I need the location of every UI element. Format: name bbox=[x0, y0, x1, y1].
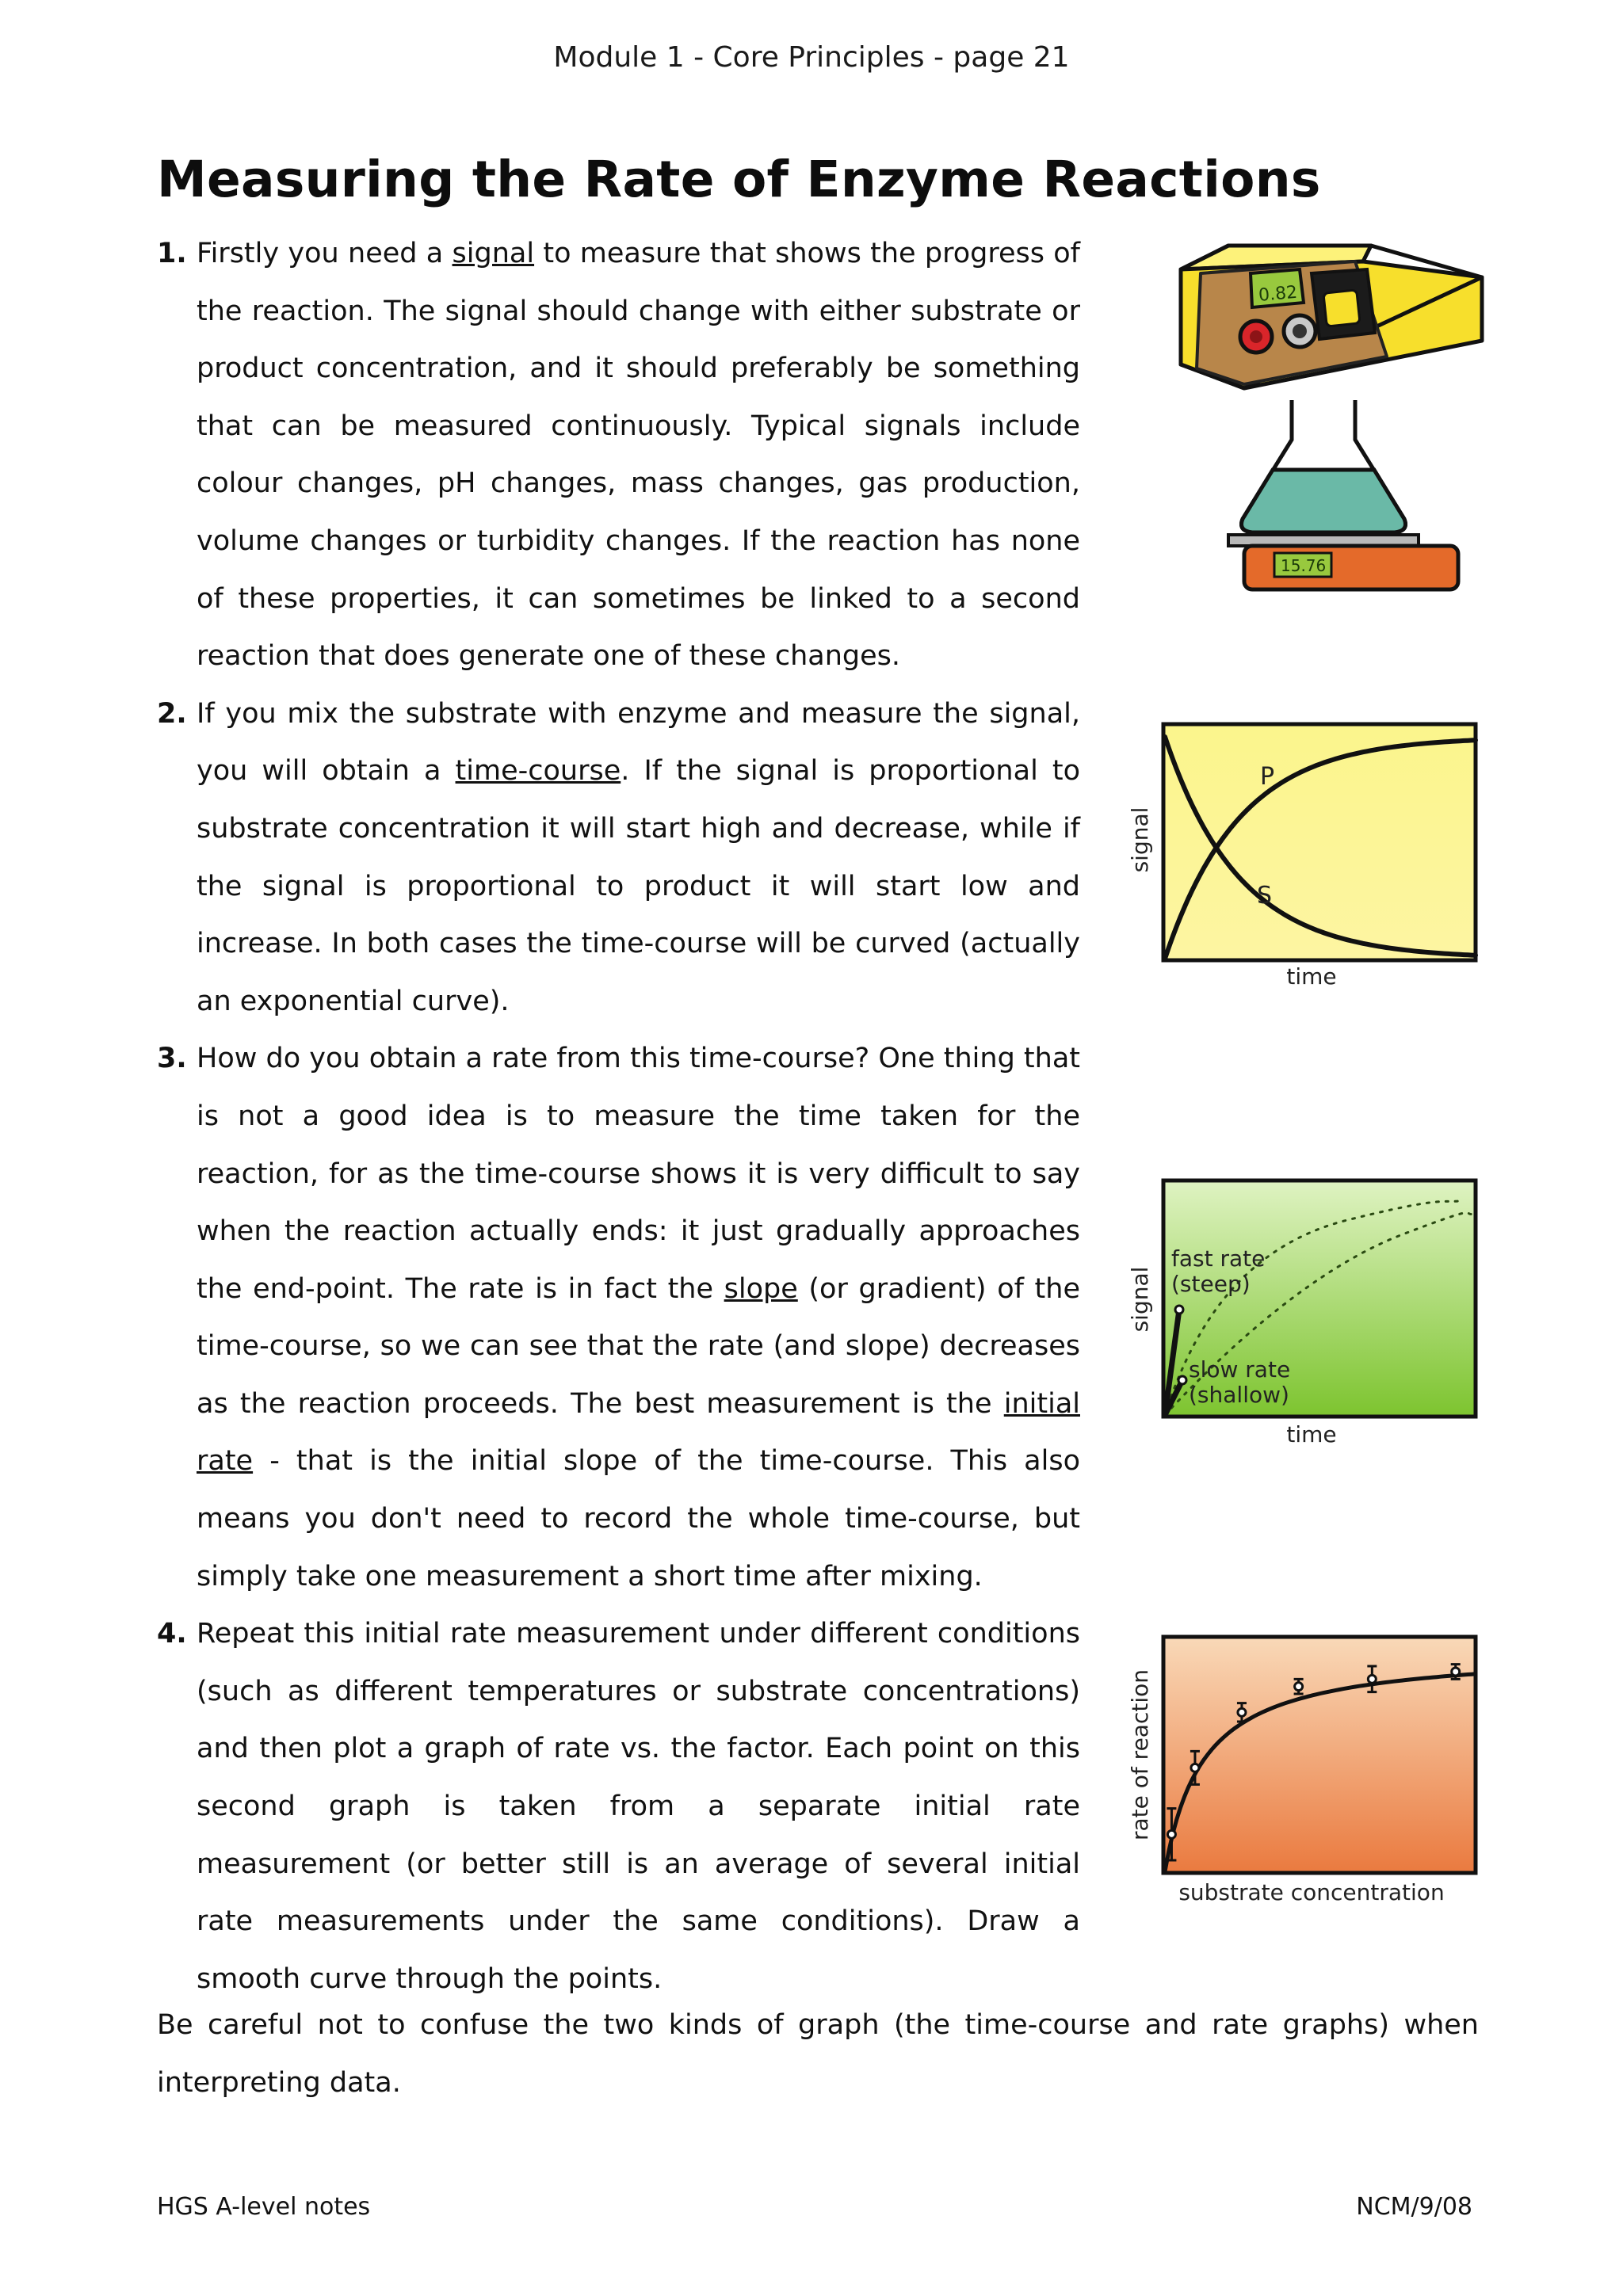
balance-display: 15.76 bbox=[1281, 556, 1327, 575]
footer-left: HGS A-level notes bbox=[157, 2193, 371, 2221]
data-point bbox=[1238, 1708, 1246, 1716]
closing-paragraph: Be careful not to confuse the two kinds of graph (the time-course and rate graphs) when interpreting data. bbox=[157, 2009, 1479, 2099]
term-time-course: time-course bbox=[455, 755, 621, 788]
item-text: (or gradient) of the time-course, so we can see that the rate (and slope) decreases as the reaction proceeds. The best measurement is the bbox=[197, 1272, 1080, 1420]
data-point bbox=[1167, 1830, 1175, 1838]
meter-display: 0.82 bbox=[1258, 282, 1299, 306]
item-number: 4. bbox=[157, 1618, 187, 1650]
annotation-steep: (steep) bbox=[1171, 1271, 1251, 1297]
initial-rate-chart bbox=[1109, 1173, 1490, 1458]
list-item bbox=[157, 225, 1080, 685]
list-item bbox=[157, 1605, 1080, 2008]
y-axis-label: signal bbox=[1127, 807, 1153, 873]
data-point bbox=[1368, 1675, 1376, 1683]
data-point bbox=[1452, 1668, 1460, 1676]
annotation-shallow: (shallow) bbox=[1189, 1382, 1289, 1408]
y-axis-label: rate of reaction bbox=[1127, 1669, 1153, 1840]
x-axis-label: substrate concentration bbox=[1178, 1879, 1445, 1905]
x-axis-label: time bbox=[1286, 963, 1337, 990]
x-axis-label: time bbox=[1286, 1421, 1337, 1447]
item-text: Repeat this initial rate measurement under different conditions (such as different temperatures or substrate concentrations) and then plot a graph of rate vs. the factor. Each point on this second graph is taken from a separate initial rate measurement (or better still is an average of several initial rate measurements under the same conditions). Draw a smooth curve through the points. bbox=[197, 1618, 1080, 1995]
data-point bbox=[1191, 1764, 1199, 1772]
footer-right: NCM/9/08 bbox=[1356, 2193, 1472, 2221]
term-slope: slope bbox=[724, 1272, 798, 1305]
page-title: Measuring the Rate of Enzyme Reactions bbox=[157, 151, 1321, 208]
page-header: Module 1 - Core Principles - page 21 bbox=[553, 41, 1070, 74]
item-number: 3. bbox=[157, 1043, 187, 1075]
y-axis-label: signal bbox=[1127, 1266, 1153, 1333]
item-text: to measure that shows the progress of the reaction. The signal should change with either substrate or product concentration, and it should preferably be something that can be measured continuously. Typical signals include colour changes, pH changes, mass changes, gas production, volume changes or turbidity changes. If the reaction has none of these properties, it can sometimes be linked to a second reaction that does generate one of these changes. bbox=[197, 238, 1080, 673]
item-number: 2. bbox=[157, 697, 187, 730]
timecourse-chart bbox=[1109, 713, 1490, 1006]
item-text: . If the signal is proportional to substrate concentration it will start high and decrease, while if the signal is proportional to product it will start low and increase. In both cases the time-course will be curved (actually an exponential curve). bbox=[197, 755, 1080, 1017]
item-text: If you mix the substrate with enzyme and measure the signal, you will obtain a bbox=[197, 697, 1080, 788]
list-item bbox=[157, 685, 1080, 1031]
item-number: 1. bbox=[157, 238, 187, 269]
rate-vs-substrate-chart bbox=[1109, 1624, 1490, 1925]
series-label-p: P bbox=[1260, 763, 1275, 791]
plot-area bbox=[1163, 1637, 1476, 1873]
term-signal: signal bbox=[452, 238, 535, 269]
item-text: How do you obtain a rate from this time-course? One thing that is not a good idea is to measure the time taken for the reaction, for as the time-course shows it is very difficult to say when the reaction actually ends: it just gradually approaches the end-point. The rate is in fact the bbox=[197, 1043, 1080, 1305]
apparatus-illustration bbox=[1173, 230, 1490, 602]
slow-rate-point bbox=[1178, 1376, 1186, 1384]
item-text: Firstly you need a bbox=[197, 238, 453, 269]
data-point bbox=[1295, 1683, 1303, 1691]
numbered-list bbox=[157, 225, 1080, 2008]
annotation-slow-rate: slow rate bbox=[1189, 1356, 1291, 1383]
term-initial-rate: initial rate bbox=[197, 1387, 1080, 1478]
annotation-fast-rate: fast rate bbox=[1171, 1245, 1266, 1272]
series-label-s: S bbox=[1257, 882, 1273, 910]
fast-rate-point bbox=[1175, 1306, 1183, 1314]
item-text: - that is the initial slope of the time-course. This also means you don't need to record the whole time-course, but simply take one measurement a short time after mixing. bbox=[197, 1445, 1080, 1592]
list-item bbox=[157, 1030, 1080, 1605]
